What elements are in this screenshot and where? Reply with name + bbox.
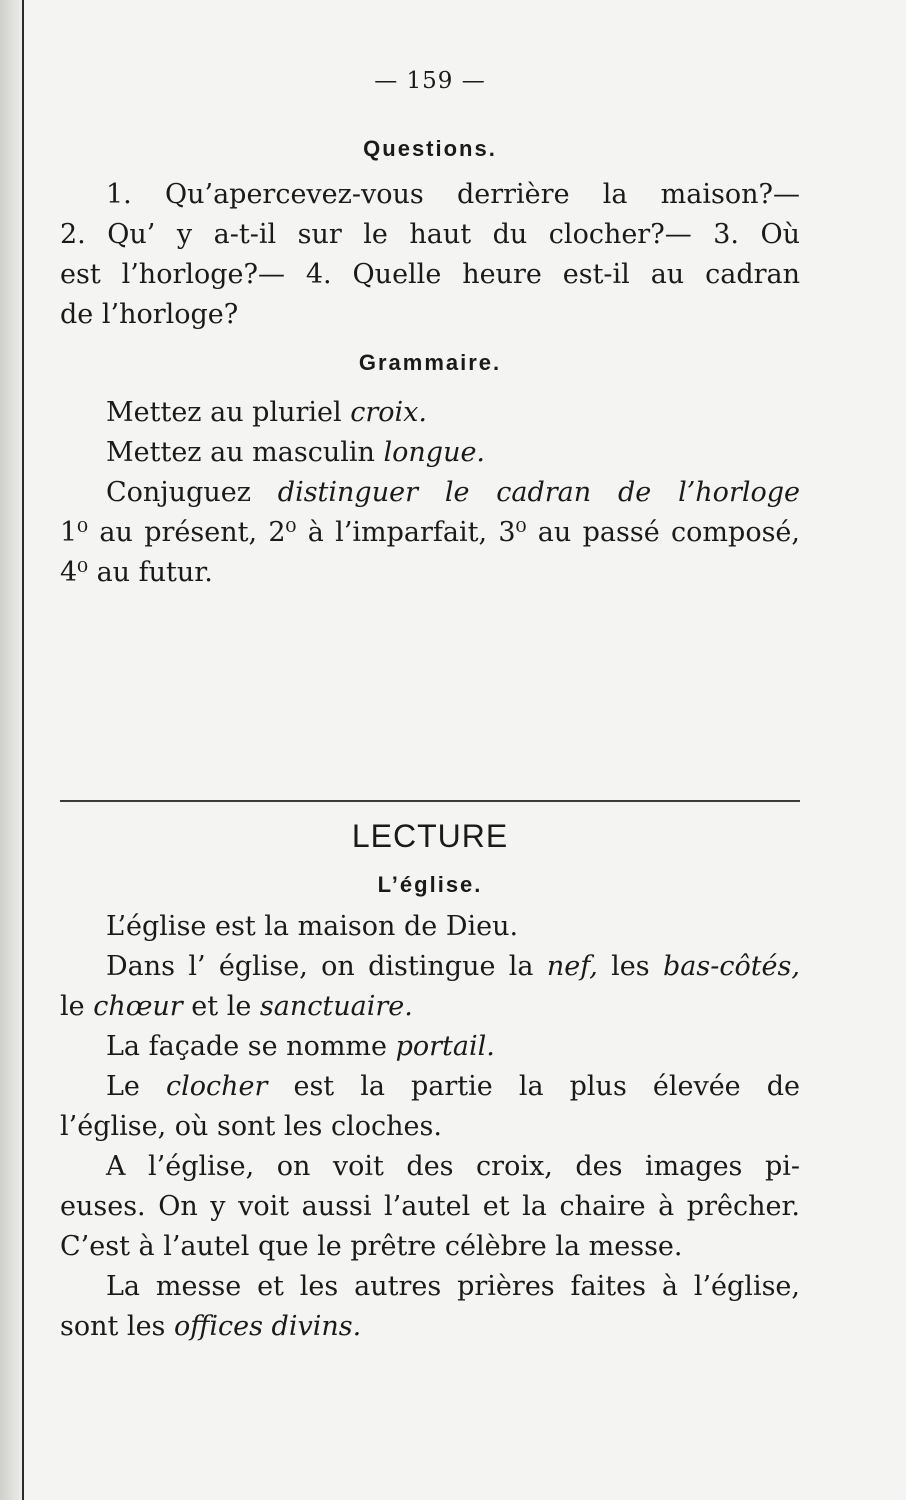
question-line-4: de l’horloge?	[60, 299, 239, 330]
question-line-1: 1. Qu’apercevez-vous derrière la maison?—	[106, 179, 800, 210]
lecture-paragraph-3	[60, 1027, 800, 1067]
lecture-paragraph-6-line-2	[60, 1307, 800, 1347]
questions-block	[60, 175, 800, 335]
lecture-paragraph-5: A l’église, on voit des croix, des images pi-	[106, 1151, 800, 1182]
lecture-block	[60, 907, 800, 1347]
page-edge-line	[22, 0, 24, 1500]
p6-text: sont les	[60, 1311, 174, 1342]
lecture-title: LECTURE	[351, 818, 509, 854]
grammaire-exercise-3-line-3: 4⁰ au futur.	[60, 557, 213, 588]
exercise-1-text: Mettez au pluriel	[106, 397, 351, 428]
p2-text-c: le	[60, 991, 94, 1022]
lecture-paragraph-5-line-3: C’est à l’autel que le prêtre célèbre la messe.	[60, 1231, 683, 1262]
p4-text-a: Le	[106, 1071, 166, 1102]
p2-text-d: et le	[182, 991, 260, 1022]
questions-heading: Questions.	[363, 136, 497, 161]
grammaire-exercise-3-line-2: 1⁰ au présent, 2⁰ à l’imparfait, 3⁰ au passé composé,	[60, 517, 800, 548]
p4-text-b: est la partie la plus élevée de	[267, 1071, 800, 1102]
exercise-3-phrase: distinguer le cadran de l’horloge	[277, 477, 800, 508]
grammaire-exercise-3	[60, 473, 800, 513]
p2-nef: nef,	[546, 951, 598, 982]
page-number: — 159 —	[374, 68, 486, 94]
grammaire-heading: Grammaire.	[358, 350, 502, 375]
lecture-paragraph-4	[60, 1067, 800, 1107]
exercise-1-word: croix.	[350, 397, 427, 428]
lecture-paragraph-2	[60, 947, 800, 987]
exercise-2-word: longue.	[383, 437, 486, 468]
lecture-paragraph-6: La messe et les autres prières faites à l’église,	[106, 1271, 800, 1302]
question-line-2: 2. Qu’ y a-t-il sur le haut du clocher?— 3. Où	[60, 219, 800, 250]
p3-text: La façade se nomme	[106, 1031, 396, 1062]
lecture-paragraph-5-line-2: euses. On y voit aussi l’autel et la chaire à prêcher.	[60, 1191, 800, 1222]
p4-clocher: clocher	[165, 1071, 268, 1102]
grammaire-block	[60, 393, 800, 593]
lecture-paragraph-2-line-2	[60, 987, 800, 1027]
grammaire-exercise-2	[60, 433, 800, 473]
exercise-2-text: Mettez au masculin	[106, 437, 384, 468]
p2-sanctuaire: sanctuaire.	[259, 991, 413, 1022]
p2-text-b: les	[597, 951, 663, 982]
p2-bas-cotes: bas-côtés,	[662, 951, 800, 982]
p3-portail: portail.	[395, 1031, 495, 1062]
question-line-3: est l’horloge?— 4. Quelle heure est-il au cadran	[60, 259, 800, 290]
grammaire-exercise-1	[60, 393, 800, 433]
lecture-paragraph-1: L’église est la maison de Dieu.	[106, 911, 519, 942]
p6-offices-divins: offices divins.	[174, 1311, 362, 1342]
lecture-subtitle: L’église.	[377, 872, 483, 897]
p2-text-a: Dans l’ église, on distingue la	[106, 951, 547, 982]
p2-choeur: chœur	[93, 991, 183, 1022]
section-divider	[60, 800, 800, 802]
lecture-paragraph-4-line-2: l’église, où sont les cloches.	[60, 1111, 442, 1142]
exercise-3-text: Conjuguez	[106, 477, 278, 508]
book-spine-shadow	[0, 0, 24, 1500]
